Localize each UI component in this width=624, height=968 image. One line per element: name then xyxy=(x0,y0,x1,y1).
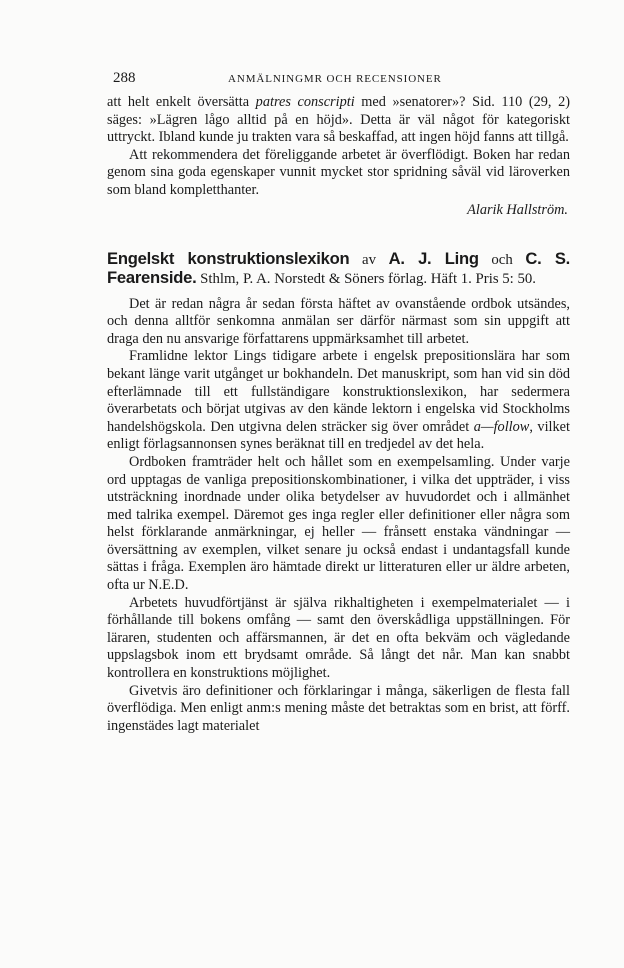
paragraph: Framlidne lektor Lings tidigare arbete i engelsk prepositionslära har som bekant länge varit utgånget ur bokhandeln. Det manuskript, som han vid sin död efterlämnade till ett fullständigare konstruktionslexikon, har sedermera överarbetats och börjat utgivas av den kände lektorn i engelska vid Stockholms handelshögskola. Den utgivna delen sträcker sig över området a—follow, vilket enligt förlagsannonsen synes beräknat till en tredjedel av det hela. xyxy=(107,348,570,453)
paragraph: Arbetets huvudförtjänst är själva rikhaltigheten i exempelmaterialet — i förhållande till bokens omfång — samt den överskådliga uppställningen. För läraren, studenten och affärsmannen, är det en ofta bekväm och vägledande uppslagsbok inom ett brydsamt område. Så långt det når. Man kan snabbt kontrollera en konstruktions möjlighet. xyxy=(107,594,570,682)
review-heading: Engelskt konstruktionslexikon av A. J. Ling och C. S. Fearenside. Sthlm, P. A. Norstedt & Söners förlag. Häft 1. Pris 5: 50. xyxy=(107,248,570,287)
page-body xyxy=(107,94,570,735)
italic-range: a—follow xyxy=(473,418,530,435)
running-head: ANMÄLNINGMR OCH RECENSIONER xyxy=(228,73,442,85)
paragraph: Att rekommendera det föreliggande arbetet är överflödigt. Boken har redan genom sina goda egenskaper vunnit mycket stor spridning såväl vid läroverken som bland kompletthanter. xyxy=(107,146,570,198)
page-number: 288 xyxy=(113,70,136,86)
review-body xyxy=(107,296,570,736)
paragraph: att helt enkelt översätta patres conscripti med »senatorer»? Sid. 110 (29, 2) säges: »Lägren lågo alltid på en höjd». Detta är väl något för kategoriskt uttryckt. Ibland kunde ju trakten vara så beskaffad, att ingen höjd fanns att tillgå. xyxy=(107,94,571,146)
paragraph: Ordboken framträder helt och hållet som en exempelsamling. Under varje ord upptagas de vanliga prepositionskombinationer, i vilka det uppträder, i viss utsträckning inordnade under olika betydelser av huvudordet och i allmänhet med talrika exempel. Däremot ges inga regler eller definitioner eller några som helst förklarande anmärkningar, ej heller — frånsett enstaka vändningar — översättning av exemplen, vilket senare ju också endast i undantagsfall kunde sättas i fråga. Exemplen äro hämtade direkt ur litteraturen eller ur äldre arbeten, ofta ur N.E.D. xyxy=(107,453,570,594)
page-header xyxy=(107,70,570,94)
paragraph: Givetvis äro definitioner och förklaringar i många, säkerligen de flesta fall överflödiga. Men enligt anm:s mening måste det betraktas som en brist, att förff. ingenstädes lagt materialet xyxy=(107,682,570,734)
review-signature: Alarik Hallström. xyxy=(467,201,568,218)
italic-phrase: patres conscripti xyxy=(255,94,355,110)
paragraph: Det är redan några år sedan första häftet av ovanstående ordbok utsändes, och denna alltför senkomna anmälan ser därför närmast som sin uppgift att draga den nu ansvarige författarens uppmärksamhet till arbetet. xyxy=(107,295,570,347)
